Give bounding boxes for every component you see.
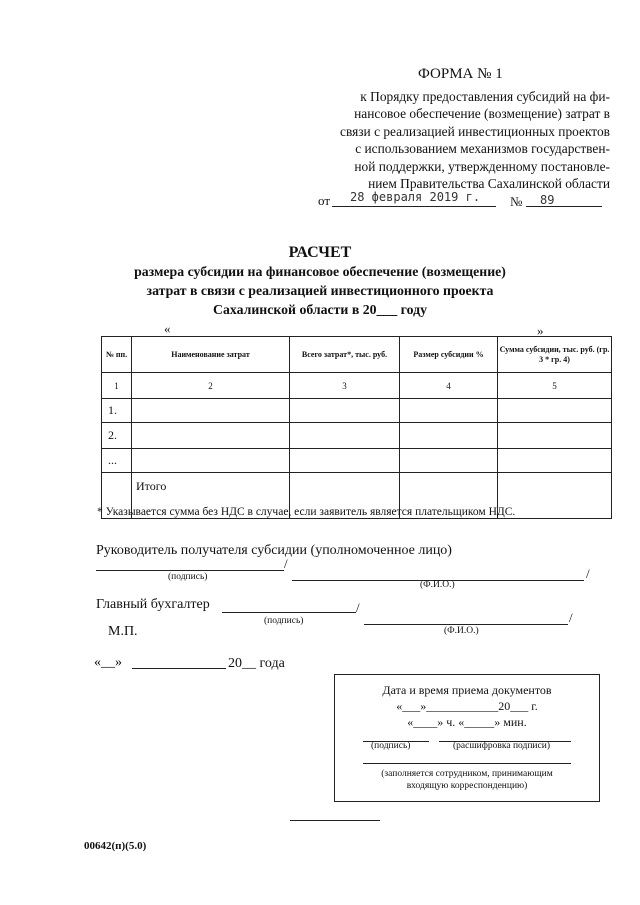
approval-line: нансовое обеспечение (возмещение) затрат в (354, 106, 610, 122)
index-cell: 1 (102, 373, 132, 399)
signing-date-line (132, 668, 226, 669)
receipt-time-line: «____» ч. «_____» мин. (407, 715, 527, 729)
subsidy-amount-cell (498, 399, 612, 423)
cost-name-cell (132, 423, 290, 449)
date-prefix: от (318, 193, 331, 208)
signing-date-year: 20__ года (228, 656, 285, 671)
subsidy-percent-cell (400, 423, 498, 449)
table-header-row (102, 337, 612, 373)
header-cell-number: № пп. (102, 337, 132, 373)
vat-footnote: * Указывается сумма без НДС в случае, если заявитель является плательщиком НДС. (97, 506, 516, 518)
total-costs-cell (290, 423, 400, 449)
subsidy-percent-cell (400, 449, 498, 473)
head-signature-line (96, 570, 284, 571)
receipt-decode-caption: (расшифровка подписи) (453, 741, 550, 751)
accountant-label: Главный бухгалтер (96, 597, 210, 612)
subsidy-percent-cell (400, 399, 498, 423)
name-caption: (Ф.И.О.) (444, 626, 479, 636)
index-cell: 4 (400, 373, 498, 399)
header-cell-total-costs: Всего затрат*, тыс. руб. (290, 337, 400, 373)
form-code: 00642(п)(5.0) (84, 840, 147, 852)
document-subtitle (0, 262, 640, 319)
project-name-line (164, 321, 171, 337)
total-label: Итого (132, 473, 290, 519)
quote-open: « (164, 321, 171, 336)
document-receipt-box (334, 674, 600, 802)
subsidy-amount-cell (498, 423, 612, 449)
slash-separator: / (356, 600, 360, 615)
index-cell: 3 (290, 373, 400, 399)
approval-line: связи с реализацией инвестиционных проектов (340, 123, 610, 139)
document-title: РАСЧЕТ (288, 244, 352, 261)
table-row (102, 449, 612, 473)
slash-separator: / (586, 566, 590, 581)
cost-name-cell (132, 449, 290, 473)
stamp-place-label: М.П. (108, 624, 138, 639)
total-costs-cell (290, 449, 400, 473)
table-row (102, 399, 612, 423)
name-caption: (Ф.И.О.) (420, 580, 455, 590)
approval-line: нием Правительства Сахалинской области (368, 176, 610, 192)
head-signature-label: Руководитель получателя субсидии (уполномоченное лицо) (96, 543, 452, 558)
row-number: 2. (102, 423, 132, 449)
subtitle-line: размера субсидии на финансовое обеспечение (возмещение) (134, 264, 506, 279)
form-number-title: ФОРМА № 1 (418, 66, 503, 82)
header-cell-subsidy-percent: Размер субсидии % (400, 337, 498, 373)
signature-caption: (подпись) (168, 572, 208, 582)
accountant-name-line (364, 624, 568, 625)
signature-caption: (подпись) (264, 616, 304, 626)
approval-line: с использованием механизмов государствен- (355, 141, 610, 157)
index-cell: 5 (498, 373, 612, 399)
subtitle-line: затрат в связи с реализацией инвестиционного проекта (146, 283, 494, 298)
subsidy-amount-cell (498, 449, 612, 473)
approval-line: к Порядку предоставления субсидий на фи- (360, 89, 610, 104)
accountant-signature-line (222, 612, 356, 613)
subsidy-calculation-table (101, 336, 612, 519)
index-cell: 2 (132, 373, 290, 399)
receipt-note-line: (заполняется сотрудником, принимающим (381, 769, 553, 779)
row-number: ... (102, 449, 132, 473)
header-cell-cost-name: Наименование затрат (132, 337, 290, 373)
receipt-date-line: «___»____________20___ г. (396, 699, 538, 713)
bottom-separator (290, 820, 380, 821)
subtitle-line: Сахалинской области в 20___ году (213, 302, 427, 317)
receipt-signature-caption: (подпись) (371, 741, 411, 751)
number-prefix: № (510, 194, 523, 209)
approval-date-value: 28 февраля 2019 г. (350, 190, 481, 204)
slash-separator: / (569, 610, 573, 625)
cost-name-cell (132, 399, 290, 423)
row-number: 1. (102, 399, 132, 423)
approval-reference (312, 88, 610, 192)
table-index-row (102, 373, 612, 399)
header-cell-subsidy-amount: Сумма субсидии, тыс. руб. (гр. 3 * гр. 4) (498, 337, 612, 373)
number-underline (526, 206, 602, 207)
total-costs-cell (290, 399, 400, 423)
table-row (102, 423, 612, 449)
receipt-employee-line (363, 763, 571, 764)
approval-line: ной поддержки, утвержденному постановле- (354, 158, 610, 174)
approval-number-value: 89 (540, 193, 555, 207)
receipt-note-line: входящую корреспонденцию) (406, 781, 528, 791)
slash-separator: / (284, 556, 288, 571)
receipt-title: Дата и время приема документов (382, 683, 552, 697)
approval-date-row (318, 193, 330, 209)
date-underline (332, 206, 496, 207)
quote-close: » (537, 323, 544, 338)
signing-date-open: «__» (94, 655, 122, 670)
